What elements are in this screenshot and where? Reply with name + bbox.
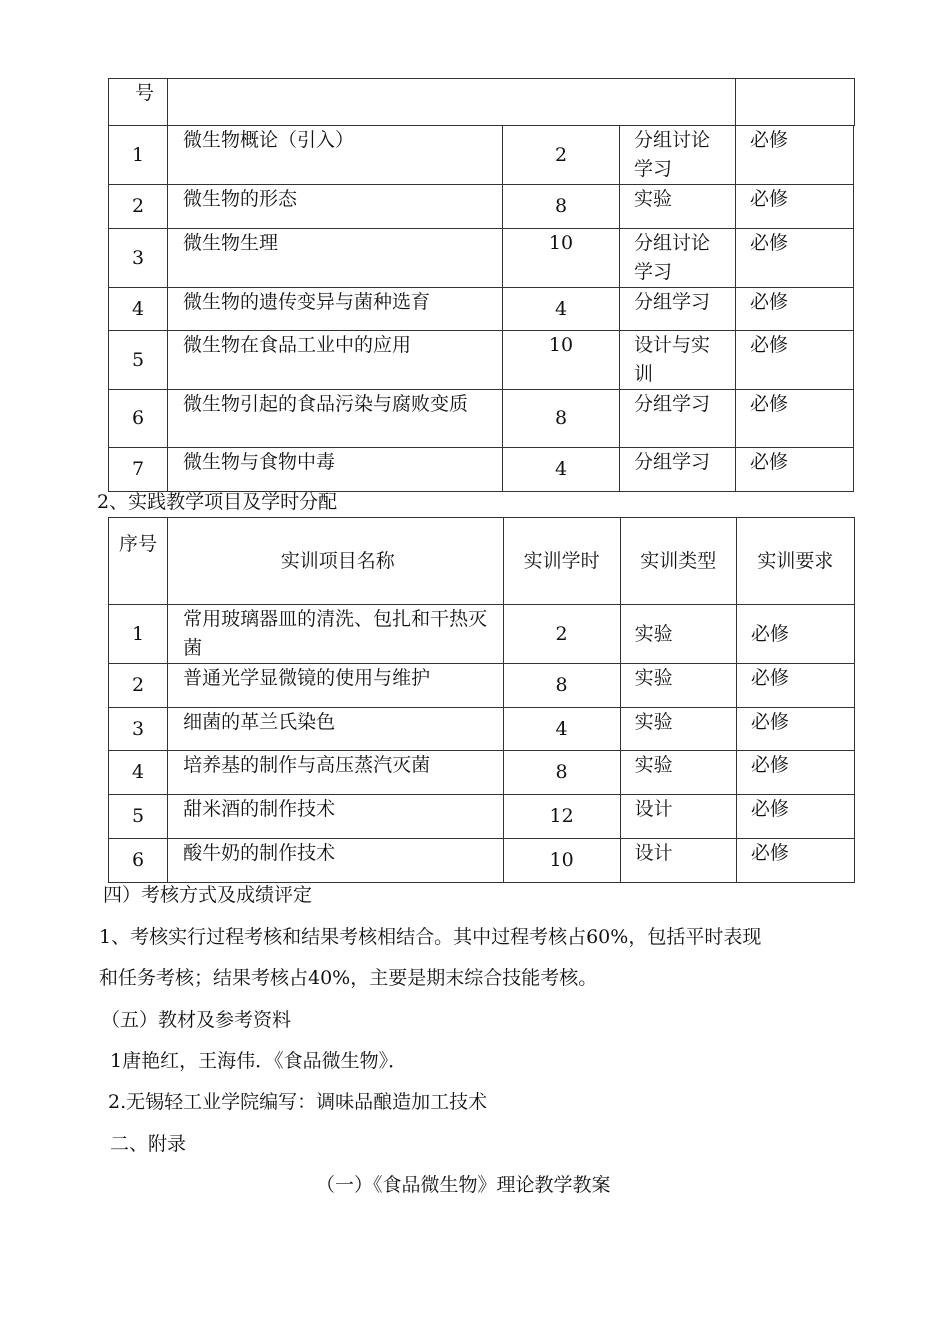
row-hours: 8 (503, 751, 620, 795)
table-header-row (109, 79, 855, 126)
row-name: 常用玻璃器皿的清洗、包扎和干热灭菌 (168, 605, 503, 664)
row-req: 必修 (736, 390, 854, 448)
row-hours: 12 (503, 795, 620, 839)
reference-2: 2.无锡轻工业学院编写：调味品酿造加工技术 (108, 1091, 488, 1113)
header-no: 号 (109, 79, 168, 126)
table-row (109, 839, 855, 883)
header-req: 实训要求 (736, 518, 854, 605)
table-row (109, 390, 855, 448)
table-row (109, 708, 855, 751)
theory-hours-table (108, 78, 855, 492)
row-type: 实验 (620, 185, 736, 229)
row-type: 分组学习 (620, 288, 736, 331)
row-req: 必修 (736, 185, 854, 229)
row-req: 必修 (736, 331, 854, 390)
row-hours: 8 (503, 664, 620, 708)
section-2-title: 2、实践教学项目及学时分配 (97, 491, 338, 513)
appendix-subtitle: （一）《食品微生物》理论教学教案 (316, 1174, 611, 1196)
table-row (109, 288, 855, 331)
header-type: 实训类型 (620, 518, 736, 605)
row-hours: 4 (503, 288, 620, 331)
table-row (109, 751, 855, 795)
row-name: 培养基的制作与高压蒸汽灭菌 (168, 751, 503, 795)
row-no: 3 (109, 229, 168, 288)
table-row (109, 448, 855, 492)
row-name: 微生物与食物中毒 (168, 448, 503, 492)
row-no: 4 (109, 751, 168, 795)
row-no: 1 (109, 605, 168, 664)
assessment-line-1: 1、考核实行过程考核和结果考核相结合。其中过程考核占60%，包括平时表现 (99, 926, 762, 948)
row-req: 必修 (736, 448, 854, 492)
row-no: 2 (109, 185, 168, 229)
table-row (109, 664, 855, 708)
section-4-title: 四）考核方式及成绩评定 (103, 884, 313, 906)
row-name: 普通光学显微镜的使用与维护 (168, 664, 503, 708)
row-type: 分组学习 (620, 390, 736, 448)
appendix-title: 二、附录 (110, 1133, 187, 1155)
row-hours: 4 (503, 708, 620, 751)
row-hours: 8 (503, 390, 620, 448)
table-row (109, 331, 855, 390)
row-name: 酸牛奶的制作技术 (168, 839, 503, 883)
row-req: 必修 (736, 229, 854, 288)
row-hours: 10 (503, 229, 620, 288)
row-name: 微生物在食品工业中的应用 (168, 331, 503, 390)
table-row (109, 795, 855, 839)
row-no: 5 (109, 795, 168, 839)
row-name: 甜米酒的制作技术 (168, 795, 503, 839)
row-no: 3 (109, 708, 168, 751)
row-no: 2 (109, 664, 168, 708)
section-5-title: （五）教材及参考资料 (101, 1009, 292, 1031)
assessment-line-2: 和任务考核；结果考核占40%，主要是期末综合技能考核。 (99, 967, 598, 989)
row-no: 6 (109, 839, 168, 883)
row-req: 必修 (736, 126, 854, 185)
table-header-row (109, 518, 855, 605)
header-no: 序号 (109, 518, 168, 605)
row-no: 1 (109, 126, 168, 185)
row-type: 实验 (620, 605, 736, 664)
header-name: 实训项目名称 (168, 518, 503, 605)
header-name (168, 79, 736, 126)
row-hours: 8 (503, 185, 620, 229)
row-no: 4 (109, 288, 168, 331)
row-req: 必修 (736, 795, 854, 839)
table-row (109, 126, 855, 185)
row-type: 设计 (620, 839, 736, 883)
row-name: 细菌的革兰氏染色 (168, 708, 503, 751)
row-type: 设计与实训 (620, 331, 736, 390)
row-type: 实验 (620, 751, 736, 795)
row-type: 分组学习 (620, 448, 736, 492)
row-type: 实验 (620, 664, 736, 708)
table-row (109, 185, 855, 229)
row-no: 5 (109, 331, 168, 390)
row-hours: 4 (503, 448, 620, 492)
row-no: 7 (109, 448, 168, 492)
row-req: 必修 (736, 751, 854, 795)
practice-hours-table (108, 517, 855, 883)
row-req: 必修 (736, 839, 854, 883)
row-req: 必修 (736, 708, 854, 751)
table-row (109, 605, 855, 664)
row-hours: 2 (503, 605, 620, 664)
header-type (736, 79, 855, 126)
row-req: 必修 (736, 605, 854, 664)
row-name: 微生物引起的食品污染与腐败变质 (168, 390, 503, 448)
table-row (109, 229, 855, 288)
reference-1: 1唐艳红，王海伟．《食品微生物》． (110, 1050, 408, 1072)
row-type: 分组讨论学习 (620, 126, 736, 185)
row-name: 微生物的遗传变异与菌种选育 (168, 288, 503, 331)
row-name: 微生物生理 (168, 229, 503, 288)
row-name: 微生物概论（引入） (168, 126, 503, 185)
row-name: 微生物的形态 (168, 185, 503, 229)
row-hours: 2 (503, 126, 620, 185)
header-hours: 实训学时 (503, 518, 620, 605)
row-type: 设计 (620, 795, 736, 839)
row-hours: 10 (503, 839, 620, 883)
row-req: 必修 (736, 664, 854, 708)
row-no: 6 (109, 390, 168, 448)
row-req: 必修 (736, 288, 854, 331)
row-hours: 10 (503, 331, 620, 390)
row-type: 实验 (620, 708, 736, 751)
row-type: 分组讨论学习 (620, 229, 736, 288)
